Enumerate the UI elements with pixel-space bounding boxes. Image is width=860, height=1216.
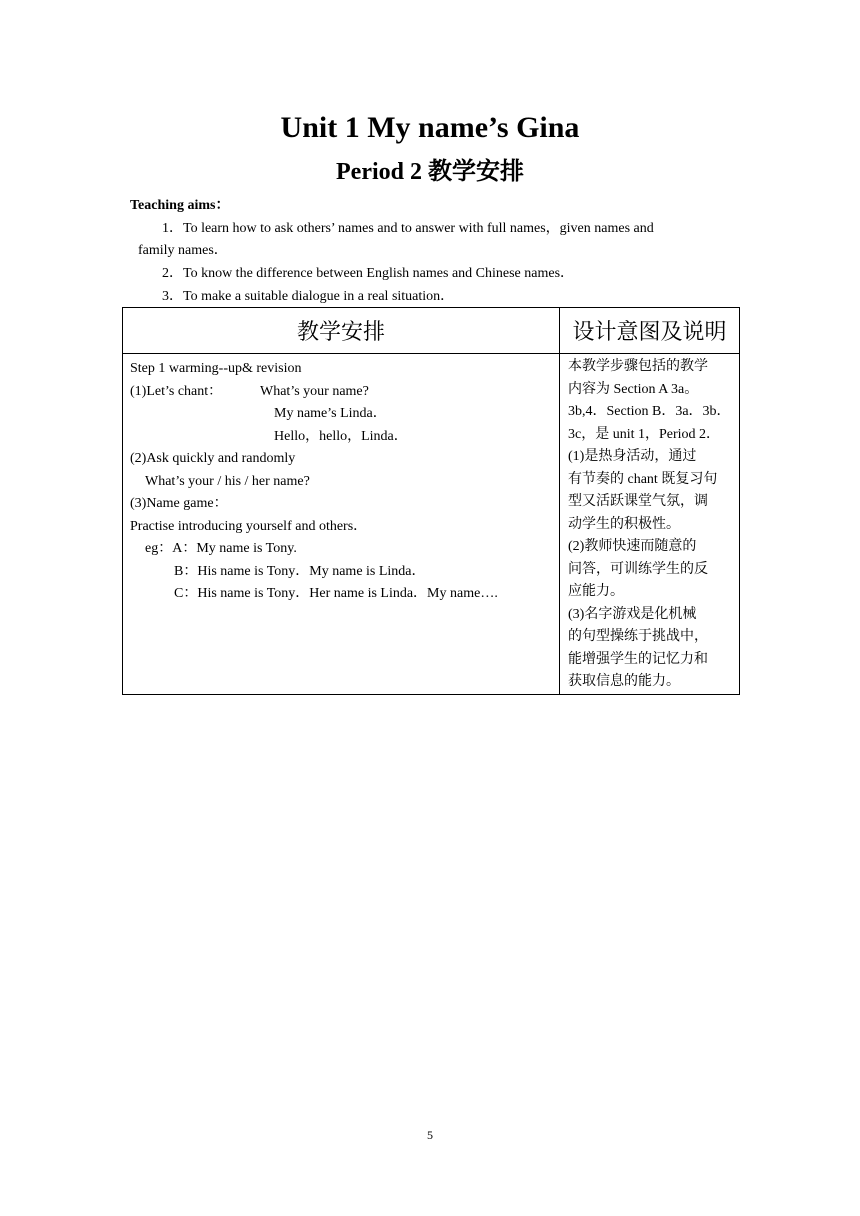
aim-item-1: 1．To learn how to ask others’ names and to answer with full names，given names and: [162, 221, 654, 236]
note-line: 内容为 Section A 3a。: [568, 381, 699, 397]
step-line: (2)Ask quickly and randomly: [130, 451, 296, 466]
note-line: (1)是热身活动，通过: [568, 449, 697, 464]
step-line: C：His name is Tony．Her name is Linda．My name….: [174, 586, 498, 601]
note-line: 3c，是 unit 1，Period 2．: [568, 426, 721, 442]
aim-item-3: 3．To make a suitable dialogue in a real situation．: [162, 289, 455, 304]
teaching-aims-label: Teaching aims：: [130, 198, 230, 213]
note-line: 本教学步骤包括的教学: [568, 359, 708, 374]
header-teaching-arrangement: 教学安排: [123, 308, 560, 354]
step-line: Practise introducing yourself and others．: [130, 519, 368, 534]
document-title: Unit 1 My name’s Gina: [280, 111, 580, 144]
teaching-plan-table: [122, 307, 740, 695]
note-line: 动学生的积极性。: [568, 516, 680, 532]
note-line: 3b,4．Section B．3a．3b．: [568, 404, 731, 419]
step-line: Step 1 warming--up& revision: [130, 361, 302, 376]
page-number: 5: [427, 1128, 433, 1142]
note-line: (2)教师快速而随意的: [568, 539, 697, 554]
note-line: 获取信息的能力。: [568, 674, 680, 689]
header-design-intent: 设计意图及说明: [560, 308, 740, 354]
note-line: 应能力。: [568, 584, 624, 599]
note-line: 能增强学生的记忆力和: [568, 651, 708, 667]
table-header-row: [123, 308, 740, 354]
aim-item-2: 2．To know the difference between English names and Chinese names．: [162, 266, 575, 281]
note-line: 型又活跃课堂气氛，调: [568, 494, 708, 509]
note-line: 有节奏的 chant 既复习句: [568, 471, 718, 487]
step-line: (1)Let’s chant：: [130, 384, 223, 399]
note-line: 问答，可训练学生的反: [568, 561, 708, 577]
step-line: What’s your name?: [260, 384, 369, 399]
teaching-steps-cell: [123, 354, 560, 695]
table-body-row: [123, 354, 740, 695]
aim-item-1-continued: family names．: [138, 243, 228, 258]
step-line: (3)Name game：: [130, 496, 228, 511]
design-notes-cell: [560, 354, 740, 695]
note-line: 的句型操练于挑战中，: [568, 629, 708, 644]
step-line: eg：A：My name is Tony.: [145, 541, 297, 556]
step-line: My name’s Linda．: [274, 406, 387, 421]
document-subtitle: Period 2 教学安排: [336, 159, 524, 185]
step-line: Hello，hello，Linda．: [274, 429, 408, 444]
note-line: (3)名字游戏是化机械: [568, 606, 697, 622]
step-line: What’s your / his / her name?: [145, 474, 310, 489]
step-line: B：His name is Tony．My name is Linda．: [174, 564, 426, 579]
